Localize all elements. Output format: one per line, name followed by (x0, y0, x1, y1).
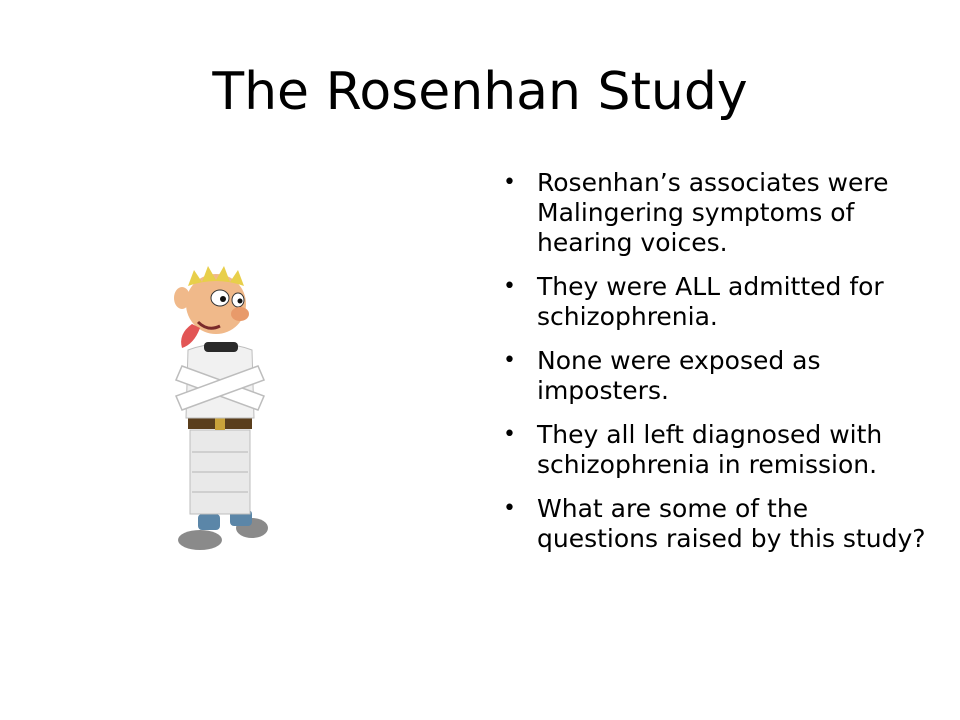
left-shoe-shape (178, 530, 222, 550)
bullet-dot-icon: • (503, 422, 516, 447)
bullet-list (495, 168, 935, 568)
collar-shape (204, 342, 238, 352)
tongue-shape (181, 324, 200, 348)
bullet-item (495, 494, 935, 554)
straitjacket-character-icon (160, 262, 280, 562)
bullet-item (495, 420, 935, 480)
bullet-text: They all left diagnosed with schizophrenia in remission. (537, 420, 883, 479)
pupil-shape (220, 296, 226, 302)
bullet-text: None were exposed as imposters. (537, 346, 821, 405)
bullet-text: What are some of the questions raised by this study? (537, 494, 926, 553)
left-sock-shape (198, 514, 220, 530)
bullet-text: Rosenhan’s associates were Malingering symptoms of hearing voices. (537, 168, 889, 257)
character-drawing (160, 262, 280, 562)
ear-shape (174, 287, 190, 309)
bullet-item (495, 346, 935, 406)
bullet-item (495, 168, 935, 258)
bullet-dot-icon: • (503, 348, 516, 373)
slide-title: The Rosenhan Study (212, 62, 748, 122)
bullet-dot-icon: • (503, 274, 516, 299)
bullet-dot-icon: • (503, 170, 516, 195)
bullet-text: They were ALL admitted for schizophrenia. (537, 272, 884, 331)
bullet-item (495, 272, 935, 332)
bullet-dot-icon: • (503, 496, 516, 521)
eye-shape (211, 290, 229, 306)
nose-shape (231, 307, 249, 321)
pupil-shape (238, 299, 243, 304)
